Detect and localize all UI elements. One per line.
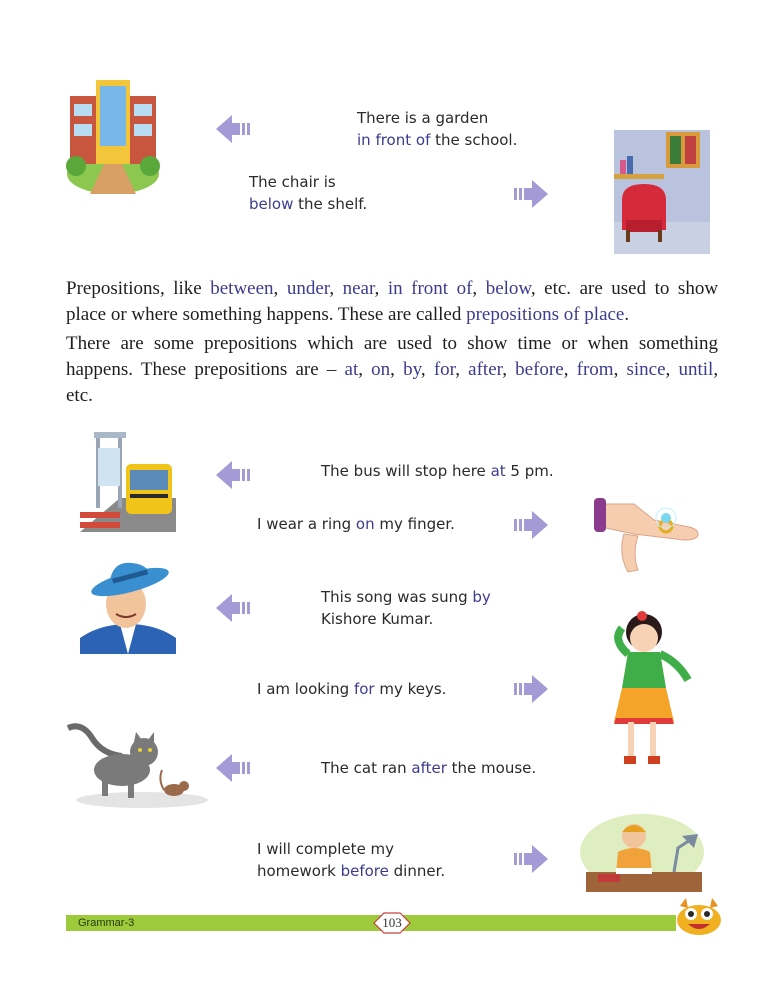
left-arrow-icon	[216, 592, 250, 624]
example-keys	[257, 678, 446, 700]
paragraph-text: ,	[273, 278, 287, 299]
preposition-highlight: before	[340, 862, 389, 880]
example-text: dinner.	[388, 862, 446, 880]
paragraph-text: etc.	[66, 385, 93, 406]
singer-illustration	[80, 558, 176, 654]
paragraph-text: ,	[502, 359, 516, 380]
paragraph-text: ,	[613, 359, 627, 380]
preposition-highlight: until	[678, 359, 714, 380]
example-text: my keys.	[374, 680, 447, 698]
preposition-highlight: after	[411, 759, 447, 777]
boy-homework-illustration	[578, 812, 708, 894]
example-text: The cat ran	[321, 759, 412, 777]
preposition-highlight: under	[286, 278, 330, 299]
paragraph-text: ,	[665, 359, 679, 380]
preposition-highlight: at	[344, 359, 359, 380]
footer-bar	[66, 915, 676, 931]
right-arrow-icon	[514, 673, 548, 705]
example-bus	[321, 460, 554, 482]
preposition-highlight: on	[355, 515, 375, 533]
example-text: I will complete my	[257, 840, 395, 858]
school-illustration	[66, 66, 160, 194]
left-arrow-icon	[216, 459, 250, 491]
example-text: The chair is	[249, 173, 336, 191]
preposition-highlight: since	[626, 359, 666, 380]
preposition-highlight: after	[468, 359, 503, 380]
left-arrow-icon	[216, 752, 250, 784]
right-arrow-icon	[514, 509, 548, 541]
mascot-icon	[674, 896, 724, 936]
example-text: Kishore Kumar.	[321, 610, 434, 628]
example-homework	[257, 838, 445, 882]
girl-searching-illustration	[608, 610, 696, 770]
paragraph-text: ,	[713, 359, 719, 380]
chair-shelf-illustration	[608, 126, 714, 258]
example-text: 5 pm.	[505, 462, 554, 480]
example-text: homework	[257, 862, 341, 880]
preposition-highlight: on	[371, 359, 391, 380]
paragraph-text: happens. These prepositions are –	[66, 359, 345, 380]
paragraph-text: ,	[420, 359, 434, 380]
paragraph-time-line3	[66, 383, 718, 409]
example-song	[321, 586, 491, 630]
example-ring	[257, 513, 455, 535]
paragraph-text: ,	[563, 359, 577, 380]
example-text: I wear a ring	[257, 515, 356, 533]
right-arrow-icon	[514, 178, 548, 210]
preposition-highlight: in front of	[387, 278, 473, 299]
preposition-highlight: by	[472, 588, 491, 606]
preposition-highlight: near	[342, 278, 375, 299]
footer-label: Grammar-3	[78, 917, 135, 929]
preposition-highlight: in front of	[357, 131, 431, 149]
example-chair	[249, 171, 367, 215]
paragraph-place-line1	[66, 276, 718, 302]
page-number	[372, 911, 412, 935]
preposition-highlight: at	[490, 462, 506, 480]
paragraph-text: ,	[358, 359, 372, 380]
preposition-highlight: from	[576, 359, 614, 380]
example-text: I am looking	[257, 680, 354, 698]
example-cat	[321, 757, 536, 779]
paragraph-place-line2	[66, 302, 718, 328]
preposition-highlight: below	[485, 278, 531, 299]
paragraph-text: ,	[329, 278, 343, 299]
paragraph-text: There are some prepositions which are used to show time or when something	[66, 333, 718, 354]
paragraph-text: ,	[374, 278, 388, 299]
example-text: There is a garden	[357, 109, 489, 127]
example-text: the school.	[430, 131, 518, 149]
example-text: the mouse.	[446, 759, 537, 777]
paragraph-text: .	[624, 304, 630, 325]
example-garden	[357, 107, 517, 151]
preposition-highlight: before	[515, 359, 564, 380]
paragraph-time-line1	[66, 331, 718, 357]
paragraph-time-line2	[66, 357, 718, 383]
hand-ring-illustration	[594, 484, 706, 576]
paragraph-text: , etc. are used to show	[530, 278, 719, 299]
paragraph-text: ,	[472, 278, 486, 299]
example-text: the shelf.	[293, 195, 368, 213]
preposition-highlight: prepositions of place	[466, 304, 625, 325]
bus-stop-illustration	[80, 428, 176, 532]
preposition-highlight: by	[403, 359, 421, 380]
preposition-highlight: for	[353, 680, 375, 698]
preposition-highlight: between	[210, 278, 274, 299]
preposition-highlight: below	[249, 195, 294, 213]
example-text: The bus will stop here	[321, 462, 491, 480]
page-number-text: 103	[382, 915, 402, 930]
paragraph-text: Prepositions, like	[66, 278, 211, 299]
example-text: This song was sung	[321, 588, 473, 606]
right-arrow-icon	[514, 843, 548, 875]
paragraph-text: ,	[390, 359, 404, 380]
preposition-highlight: for	[433, 359, 456, 380]
paragraph-text: place or where something happens. These are called	[66, 304, 467, 325]
left-arrow-icon	[216, 113, 250, 145]
paragraph-text: ,	[455, 359, 469, 380]
cat-mouse-illustration	[62, 720, 210, 810]
example-text: my finger.	[374, 515, 455, 533]
